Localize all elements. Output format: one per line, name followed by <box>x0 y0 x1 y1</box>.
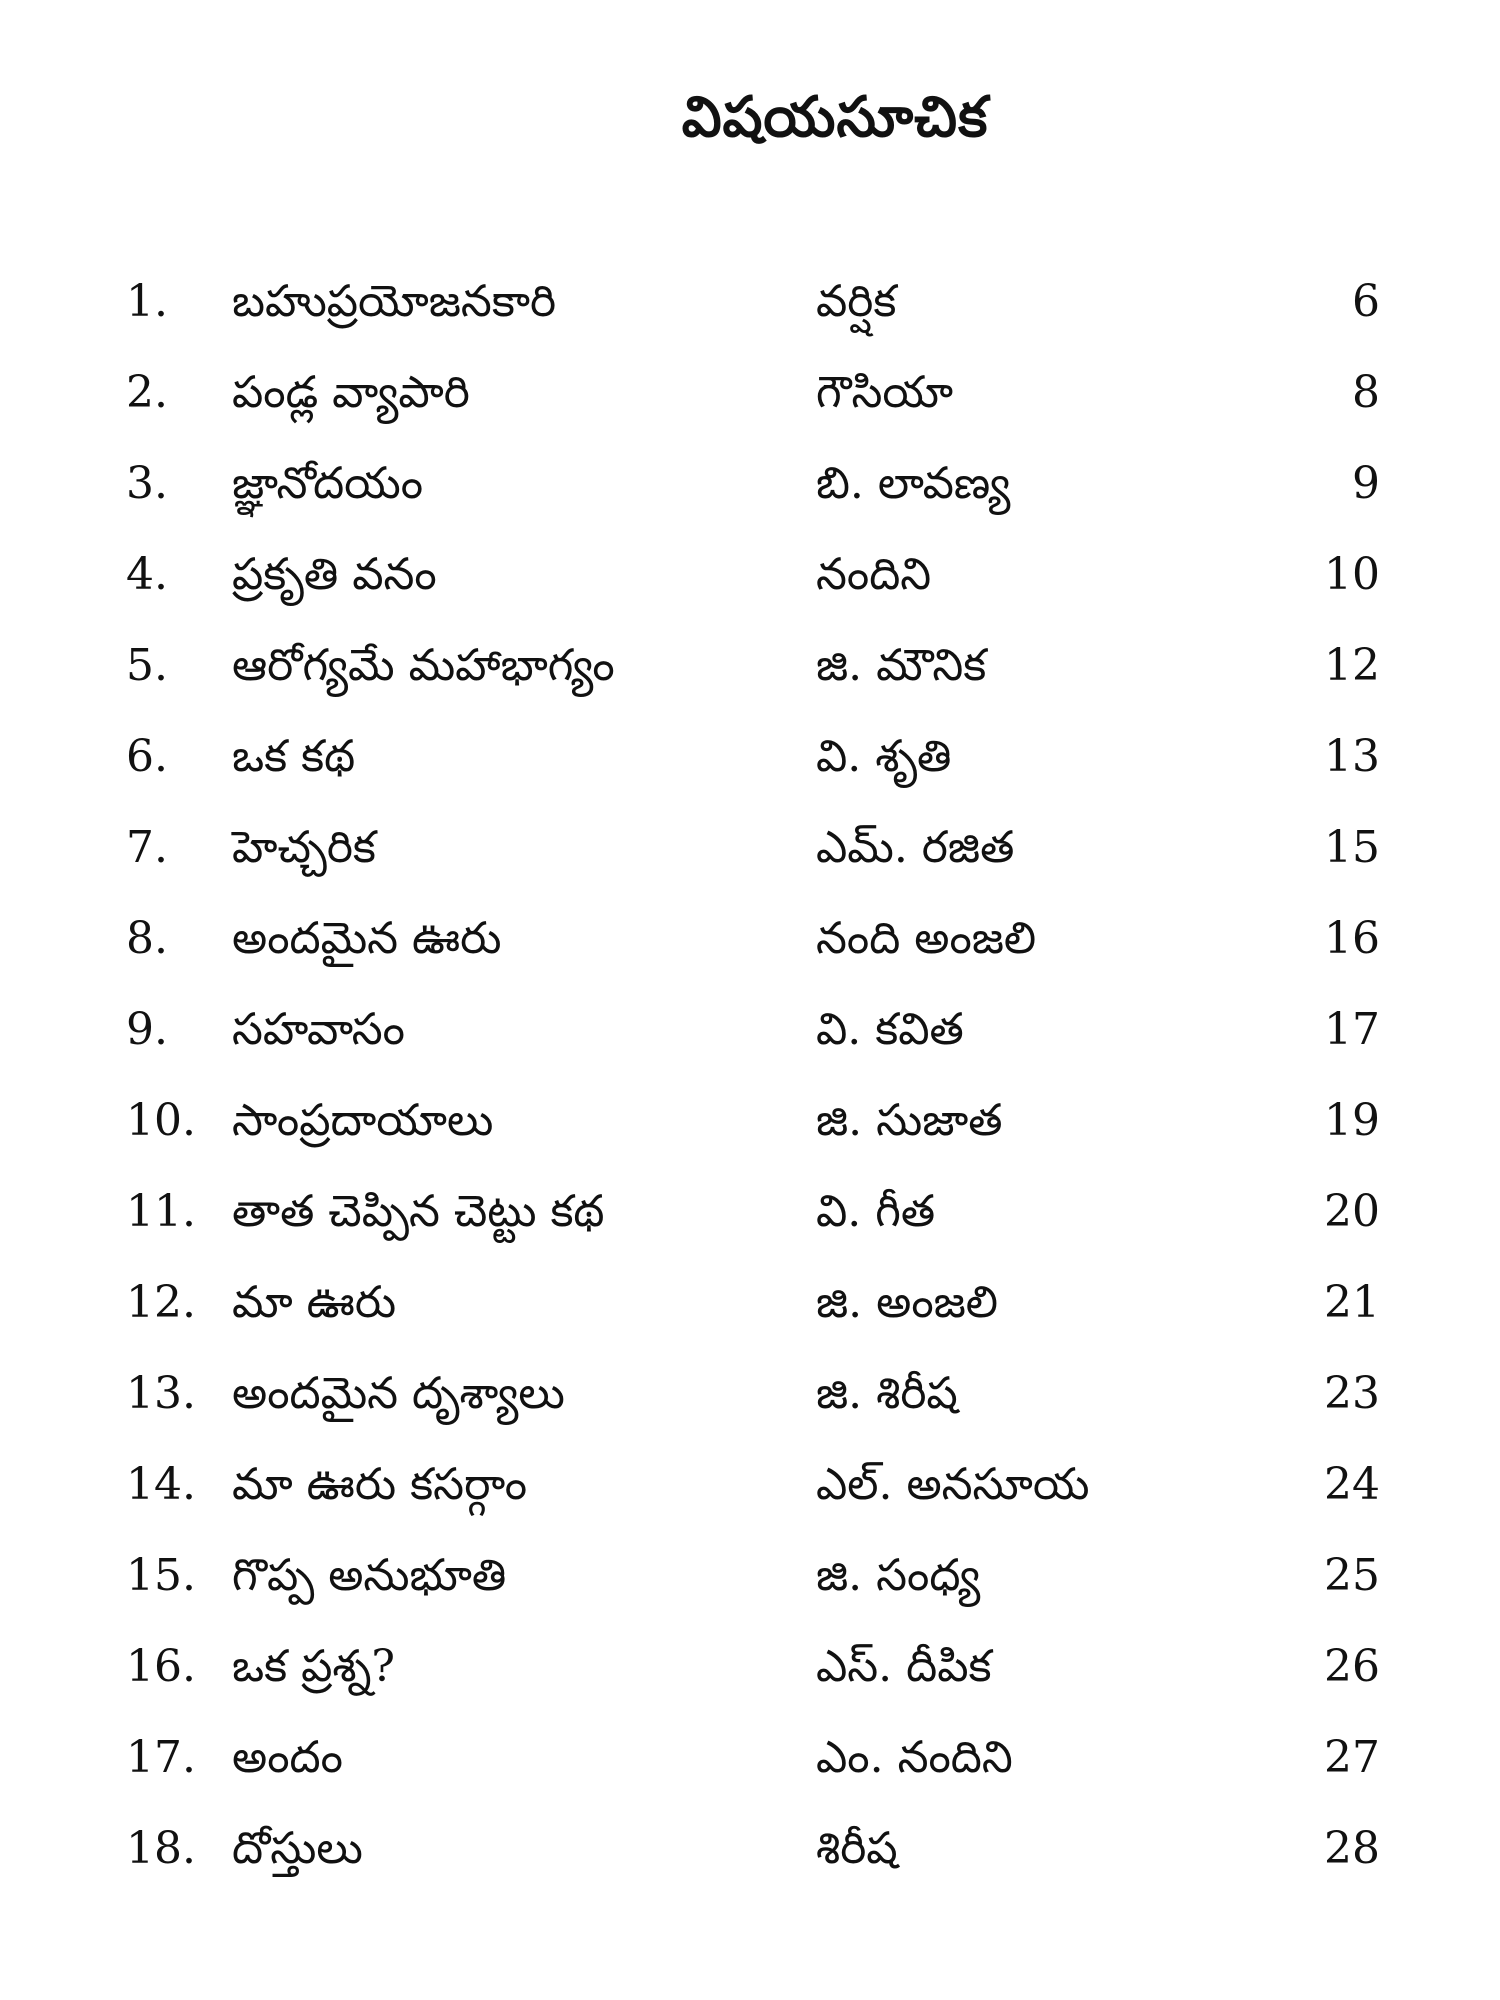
entry-number: 17. <box>126 1732 196 1783</box>
entry-title: సాంప్రదాయాలు <box>232 1095 494 1146</box>
entry-number: 16. <box>126 1641 196 1692</box>
table-of-contents <box>0 262 1500 1900</box>
entry-page-number: 20 <box>1324 1186 1380 1237</box>
entry-title: ప్రకృతి వనం <box>232 549 437 600</box>
toc-entry <box>0 717 1500 808</box>
entry-number: 6. <box>126 731 168 782</box>
entry-title: ఆరోగ్యమే మహాభాగ్యం <box>232 640 615 691</box>
entry-page-number: 28 <box>1324 1823 1380 1874</box>
toc-entry <box>0 1081 1500 1172</box>
entry-title: పండ్ల వ్యాపారి <box>232 367 470 418</box>
entry-page-number: 24 <box>1324 1459 1380 1510</box>
toc-entry <box>0 444 1500 535</box>
entry-author: శిరీష <box>816 1823 898 1874</box>
entry-page-number: 27 <box>1324 1732 1380 1783</box>
entry-title: హెచ్చరిక <box>232 822 376 873</box>
entry-title: అందమైన దృశ్యాలు <box>232 1368 565 1419</box>
entry-author: గౌసియా <box>816 367 954 418</box>
entry-page-number: 23 <box>1324 1368 1380 1419</box>
entry-number: 14. <box>126 1459 196 1510</box>
toc-entry <box>0 1172 1500 1263</box>
entry-author: జి. శిరీష <box>816 1368 958 1419</box>
page-title: విషయసూచిక <box>681 84 989 150</box>
entry-page-number: 9 <box>1352 458 1380 509</box>
entry-title: దోస్తులు <box>232 1823 363 1874</box>
entry-title: అందమైన ఊరు <box>232 913 502 964</box>
toc-entry <box>0 1263 1500 1354</box>
entry-number: 5. <box>126 640 168 691</box>
entry-title: గొప్ప అనుభూతి <box>232 1550 507 1601</box>
entry-author: వర్షిక <box>816 276 897 327</box>
entry-number: 2. <box>126 367 168 418</box>
toc-entry <box>0 353 1500 444</box>
entry-author: వి. శృతి <box>816 731 952 782</box>
entry-number: 7. <box>126 822 168 873</box>
entry-title: ఒక కథ <box>232 731 356 782</box>
toc-entry <box>0 262 1500 353</box>
entry-title: జ్ఞానోదయం <box>232 458 424 509</box>
toc-entry <box>0 1354 1500 1445</box>
entry-title: సహవాసం <box>232 1004 405 1055</box>
entry-number: 4. <box>126 549 168 600</box>
entry-page-number: 17 <box>1324 1004 1380 1055</box>
entry-page-number: 15 <box>1324 822 1380 873</box>
entry-number: 9. <box>126 1004 168 1055</box>
entry-author: ఎమ్. రజిత <box>816 822 1015 873</box>
entry-page-number: 13 <box>1324 731 1380 782</box>
entry-page-number: 26 <box>1324 1641 1380 1692</box>
toc-entry <box>0 990 1500 1081</box>
toc-entry <box>0 535 1500 626</box>
entry-author: జి. సంధ్య <box>816 1550 981 1601</box>
entry-author: జి. అంజలి <box>816 1277 999 1328</box>
entry-page-number: 19 <box>1324 1095 1380 1146</box>
entry-number: 13. <box>126 1368 196 1419</box>
entry-author: నందిని <box>816 549 932 600</box>
entry-title: అందం <box>232 1732 343 1783</box>
entry-number: 12. <box>126 1277 196 1328</box>
entry-page-number: 21 <box>1324 1277 1380 1328</box>
entry-author: జి. మౌనిక <box>816 640 987 691</box>
entry-author: నంది అంజలి <box>816 913 1037 964</box>
entry-page-number: 6 <box>1352 276 1380 327</box>
entry-number: 8. <box>126 913 168 964</box>
toc-entry <box>0 1718 1500 1809</box>
entry-title: మా ఊరు కసర్గాం <box>232 1459 528 1510</box>
entry-page-number: 25 <box>1324 1550 1380 1601</box>
entry-page-number: 16 <box>1324 913 1380 964</box>
entry-title: బహుప్రయోజనకారి <box>232 276 557 327</box>
entry-author: వి. కవిత <box>816 1004 964 1055</box>
entry-page-number: 12 <box>1324 640 1380 691</box>
entry-title: మా ఊరు <box>232 1277 397 1328</box>
entry-author: జి. సుజాత <box>816 1095 1003 1146</box>
toc-entry <box>0 626 1500 717</box>
entry-author: ఎం. నందిని <box>816 1732 1013 1783</box>
entry-number: 3. <box>126 458 168 509</box>
entry-number: 1. <box>126 276 168 327</box>
entry-title: తాత చెప్పిన చెట్టు కథ <box>232 1186 605 1237</box>
entry-number: 11. <box>126 1186 196 1237</box>
entry-page-number: 8 <box>1352 367 1380 418</box>
entry-author: ఎల్. అనసూయ <box>816 1459 1090 1510</box>
toc-entry <box>0 899 1500 990</box>
entry-author: ఎస్. దీపిక <box>816 1641 992 1692</box>
toc-entry <box>0 1809 1500 1900</box>
entry-page-number: 10 <box>1324 549 1380 600</box>
toc-entry <box>0 1445 1500 1536</box>
toc-entry <box>0 1536 1500 1627</box>
toc-entry <box>0 808 1500 899</box>
entry-author: వి. గీత <box>816 1186 936 1237</box>
toc-entry <box>0 1627 1500 1718</box>
entry-title: ఒక ప్రశ్న? <box>232 1641 395 1692</box>
entry-author: బి. లావణ్య <box>816 458 1011 509</box>
entry-number: 15. <box>126 1550 196 1601</box>
entry-number: 10. <box>126 1095 196 1146</box>
entry-number: 18. <box>126 1823 196 1874</box>
